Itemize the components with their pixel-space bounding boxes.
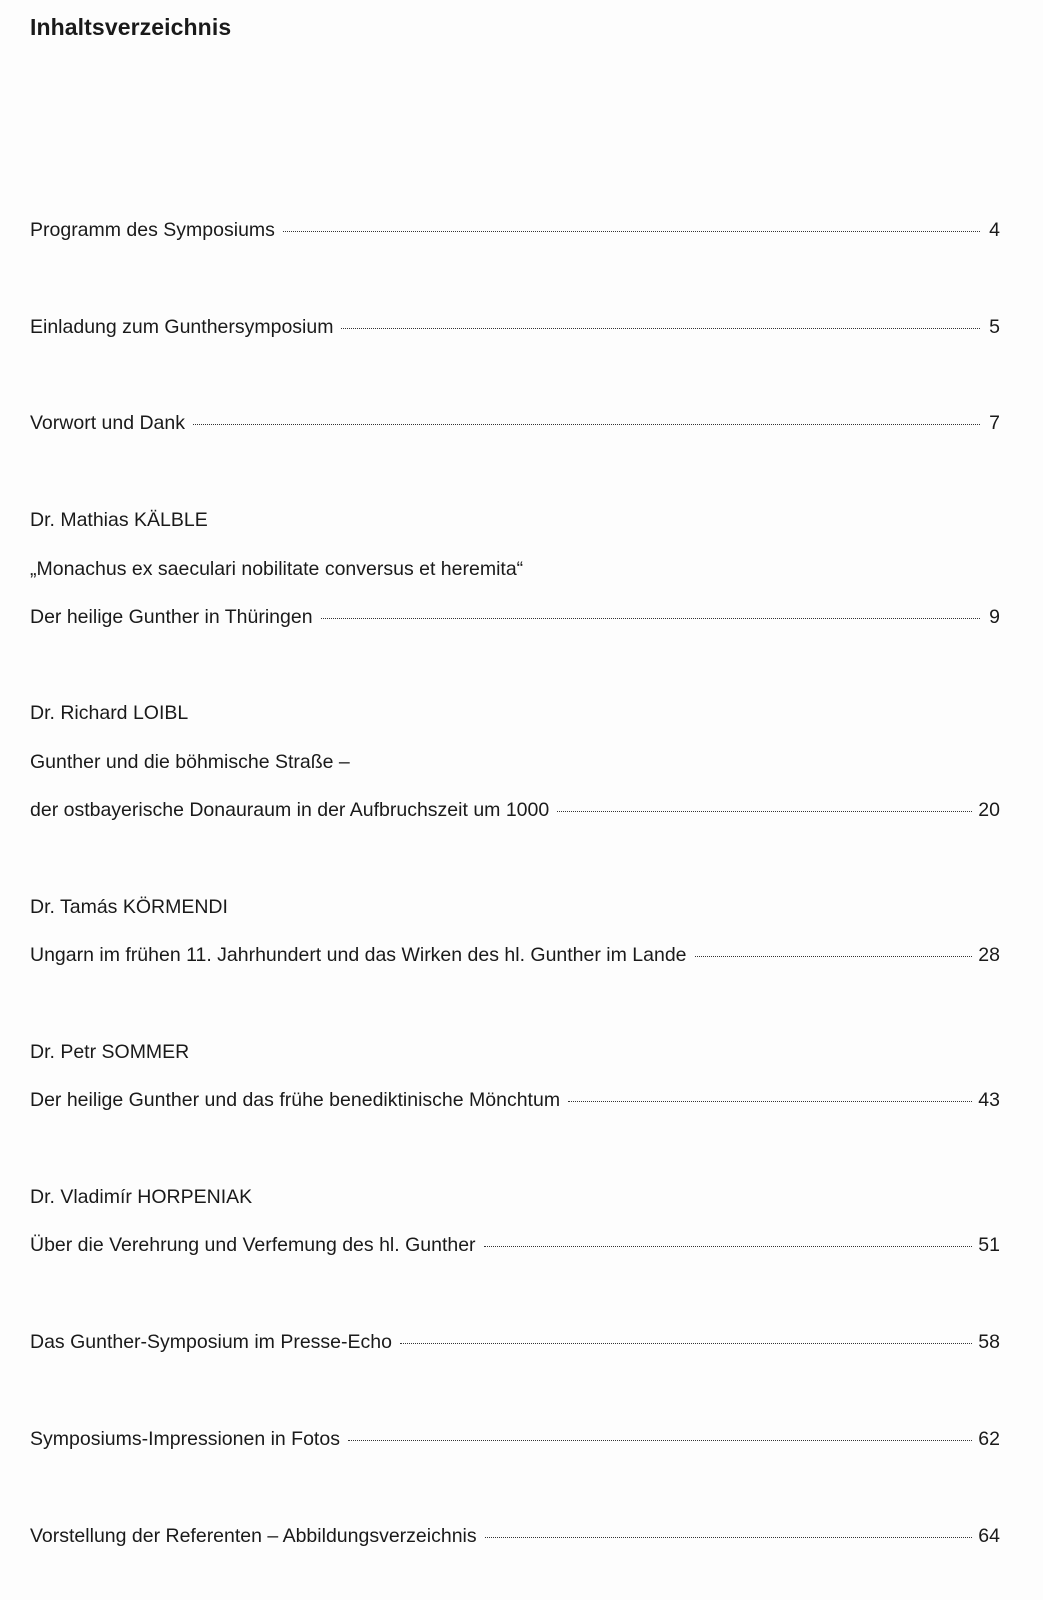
toc-entry xyxy=(30,1232,1000,1258)
toc-page-number: 51 xyxy=(978,1234,1000,1256)
toc-page-number: 7 xyxy=(989,412,1000,434)
toc-page-number: 58 xyxy=(978,1331,1000,1353)
toc-page-number: 43 xyxy=(978,1089,1000,1111)
toc-entry xyxy=(30,314,1000,340)
toc-entry-title: Vorwort und Dank xyxy=(30,412,186,434)
dot-leader xyxy=(568,1101,972,1102)
toc-entry xyxy=(30,1426,1000,1452)
toc-entry xyxy=(30,410,1000,436)
toc-subtitle: Gunther und die böhmische Straße – xyxy=(30,751,350,773)
toc-entry xyxy=(30,797,1000,823)
toc-subtitle: „Monachus ex saeculari nobilitate conversus et heremita“ xyxy=(30,558,524,580)
toc-author: Dr. Mathias KÄLBLE xyxy=(30,509,208,531)
toc-entry-title: Der heilige Gunther und das frühe benediktinische Mönchtum xyxy=(30,1089,561,1111)
toc-entry-title: Ungarn im frühen 11. Jahrhundert und das Wirken des hl. Gunther im Lande xyxy=(30,944,687,966)
toc-entry xyxy=(30,1087,1000,1113)
toc-page-number: 28 xyxy=(978,944,1000,966)
toc-entry-title: Über die Verehrung und Verfemung des hl. Gunther xyxy=(30,1234,476,1256)
toc-entry-title: Der heilige Gunther in Thüringen xyxy=(30,606,313,628)
toc-entry xyxy=(30,1329,1000,1355)
toc-entry xyxy=(30,217,1000,243)
dot-leader xyxy=(193,424,980,425)
dot-leader xyxy=(485,1537,973,1538)
toc-entry xyxy=(30,942,1000,968)
dot-leader xyxy=(695,956,973,957)
toc-entry xyxy=(30,604,1000,630)
toc-page-number: 9 xyxy=(989,606,1000,628)
toc-entry-title: der ostbayerische Donauraum in der Aufbruchszeit um 1000 xyxy=(30,799,550,821)
toc-page-number: 4 xyxy=(989,219,1000,241)
dot-leader xyxy=(400,1343,972,1344)
toc-entry-title: Programm des Symposiums xyxy=(30,219,275,241)
toc-page-number: 20 xyxy=(978,799,1000,821)
dot-leader xyxy=(557,811,972,812)
toc-author: Dr. Vladimír HORPENIAK xyxy=(30,1186,253,1208)
toc-entry-title: Das Gunther-Symposium im Presse-Echo xyxy=(30,1331,392,1353)
dot-leader xyxy=(484,1246,973,1247)
page-title: Inhaltsverzeichnis xyxy=(30,14,232,40)
toc-author: Dr. Tamás KÖRMENDI xyxy=(30,896,228,918)
dot-leader xyxy=(321,618,980,619)
dot-leader xyxy=(283,231,980,232)
dot-leader xyxy=(341,328,980,329)
toc-page-number: 62 xyxy=(978,1428,1000,1450)
toc-entry-title: Einladung zum Gunthersymposium xyxy=(30,316,334,338)
toc-entry-title: Vorstellung der Referenten – Abbildungsverzeichnis xyxy=(30,1525,477,1547)
toc-entry xyxy=(30,1523,1000,1549)
toc-entry-title: Symposiums-Impressionen in Fotos xyxy=(30,1428,340,1450)
toc-page-number: 64 xyxy=(978,1525,1000,1547)
toc-author: Dr. Richard LOIBL xyxy=(30,702,189,724)
toc-author: Dr. Petr SOMMER xyxy=(30,1041,190,1063)
dot-leader xyxy=(348,1440,972,1441)
toc-page-number: 5 xyxy=(989,316,1000,338)
